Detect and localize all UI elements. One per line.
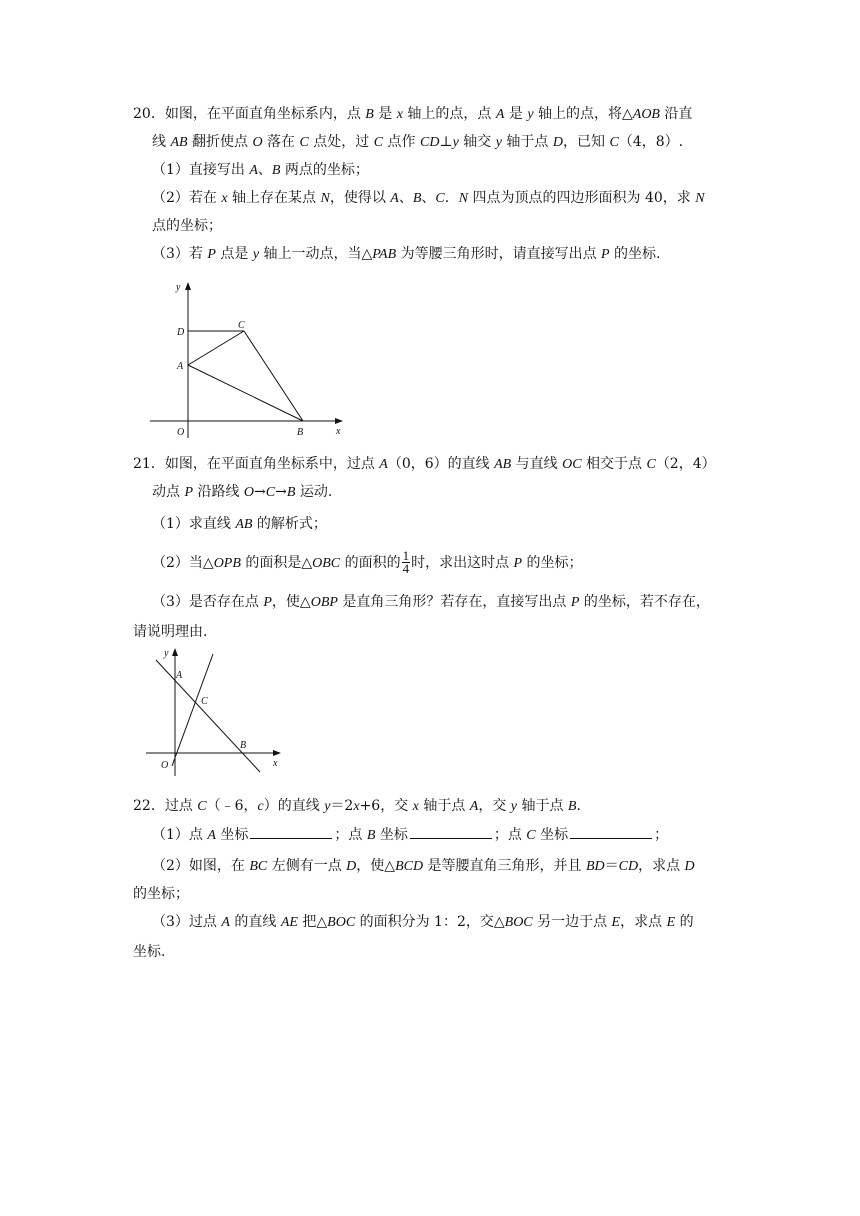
text-run: ；点 (334, 827, 367, 843)
q21-part-1 (152, 514, 327, 535)
math-symbol: A (221, 915, 230, 930)
text-run: 的面积是△ (240, 554, 313, 571)
text-run: ，求点 (638, 858, 685, 874)
math-symbol: B (366, 828, 376, 843)
math-symbol: CD (618, 859, 639, 874)
math-symbol: PAB (372, 247, 397, 262)
q20-label-o: O (177, 427, 185, 438)
text-run: 、 (398, 190, 413, 206)
text-run: ，已知 (563, 134, 610, 150)
q22-line-1 (133, 796, 581, 817)
q20-segment-ab (188, 365, 303, 421)
math-symbol: N (320, 191, 330, 206)
math-symbol: B (365, 107, 374, 122)
text-run: ，使△ (356, 858, 396, 874)
q21-part-2-b (411, 555, 582, 571)
text-run: 轴于点 (501, 134, 553, 150)
text-run: 点是 (215, 246, 253, 262)
math-symbol: C (609, 135, 619, 150)
text-run: 是直角三角形？若存在，直接写出点 (337, 594, 571, 610)
text-run: 沿路线 (193, 484, 244, 500)
q22-part-1 (152, 824, 668, 846)
q22-part-3 (152, 912, 694, 933)
math-symbol: N (695, 191, 705, 206)
text-run: （1）直接写出 (152, 162, 250, 178)
text-run: 坐标 (215, 827, 249, 843)
math-symbol: D (552, 135, 563, 150)
text-run: （3）是否存在点 (152, 594, 264, 610)
text-run: 的坐标. (609, 246, 661, 262)
text-run: 的坐标； (522, 554, 583, 571)
text-run: （2）如图，在 (152, 858, 250, 874)
text-run: ，求点 (620, 914, 667, 930)
text-run: 是等腰直角三角形，并且 (423, 858, 586, 874)
text-run: ，使得以 (329, 190, 391, 206)
math-symbol: A (379, 457, 388, 472)
text-run: 轴上的点，点 (402, 106, 496, 122)
text-run: 坐标 (375, 827, 408, 843)
text-run: ，交 (478, 798, 511, 814)
math-symbol: x (396, 107, 403, 122)
text-run: 把△ (297, 914, 328, 930)
q21-line-1 (133, 454, 716, 475)
text-run: ）的直线 (263, 798, 325, 814)
q22-part-1-a (152, 827, 248, 843)
q20-label-b: B (297, 427, 304, 438)
text-run: 的面积分为 1：2，交△ (355, 914, 505, 930)
math-symbol: A (207, 828, 216, 843)
text-run: 两点的坐标； (280, 162, 369, 178)
text-run: ＝2 (330, 798, 354, 814)
math-symbol: E (611, 915, 621, 930)
math-symbol: BC (249, 859, 268, 874)
math-symbol: P (570, 595, 580, 610)
q22-part-1-d: ； (654, 827, 669, 843)
text-run: （2）若在 (152, 190, 222, 206)
q20-segment-ac (188, 331, 244, 365)
text-run: 的直线 (229, 914, 281, 930)
q20-label-c: C (238, 320, 245, 331)
q22-part-2 (152, 856, 695, 877)
text-run: 22．过点 (133, 798, 198, 814)
text-run: 线 (152, 134, 171, 150)
math-symbol: E (666, 915, 676, 930)
math-symbol: x (353, 799, 360, 814)
text-run: 、 (421, 190, 436, 206)
math-symbol: OBC (312, 555, 341, 571)
text-run: 的解析式； (252, 516, 327, 532)
math-symbol: P (207, 247, 216, 262)
text-run: 沿直 (659, 106, 693, 122)
q20-part-3 (152, 244, 661, 265)
q20-x-arrow (335, 418, 343, 424)
q20-label-d: D (177, 327, 185, 338)
math-symbol: CD (420, 135, 440, 150)
q21-fraction-den: 4 (402, 561, 410, 576)
math-symbol: C (265, 485, 276, 500)
math-symbol: A (249, 163, 258, 178)
math-symbol: OC (562, 457, 582, 472)
text-run: 的面积的 (340, 554, 401, 571)
math-symbol: BOC (327, 915, 356, 930)
math-symbol: A (390, 191, 399, 206)
math-symbol: C (526, 828, 536, 843)
q20-label-x: x (336, 426, 341, 437)
math-symbol: D (684, 859, 695, 874)
q21-line-ab (156, 660, 260, 772)
text-run: 另一边于点 (532, 914, 612, 930)
math-symbol: c (257, 799, 264, 814)
q21-label-a: A (176, 670, 183, 681)
text-run: 与直线 (511, 456, 563, 472)
text-run: 时，求出这时点 (411, 554, 514, 571)
math-symbol: y (495, 135, 502, 150)
q21-label-b: B (240, 740, 247, 751)
math-symbol: y (510, 799, 518, 814)
q22-part-1-b (334, 827, 407, 843)
math-symbol: P (184, 485, 194, 500)
text-run: 落在 (262, 134, 300, 150)
math-symbol: O (252, 135, 263, 150)
math-symbol: x (221, 191, 228, 206)
q21-part-2 (152, 550, 583, 575)
text-run: （1）求直线 (152, 516, 236, 532)
math-symbol: C (435, 191, 445, 206)
q21-part-2-a (152, 555, 401, 571)
math-symbol: BCD (395, 859, 424, 874)
q20-part-2-cont: 点的坐标； (152, 218, 222, 234)
q21-label-y: y (164, 648, 169, 659)
q22-part-2-cont: 的坐标； (133, 886, 189, 902)
text-run: 相交于点 (581, 456, 647, 472)
math-symbol: N (458, 191, 469, 206)
text-run: 坐标 (535, 827, 569, 843)
text-run: 轴交 (458, 134, 496, 150)
text-run: 轴于点 (418, 798, 470, 814)
math-symbol: AE (280, 915, 298, 930)
text-run: 的坐标，若不存在， (579, 594, 710, 610)
text-run: → (254, 484, 266, 500)
text-run: 为等腰三角形时，请直接写出点 (396, 246, 602, 262)
math-symbol: P (513, 555, 523, 571)
math-symbol: y (527, 107, 534, 122)
text-run: 21．如图，在平面直角坐标系中，过点 (133, 456, 380, 472)
q22-blank-a[interactable] (250, 824, 332, 839)
q20-y-arrow (185, 282, 191, 290)
math-symbol: B (271, 163, 281, 178)
math-symbol: y (252, 247, 260, 262)
q22-part-1-c (494, 827, 568, 843)
text-run: （3）过点 (152, 914, 222, 930)
text-run: （﹣6， (206, 798, 258, 814)
math-symbol: A (495, 107, 505, 122)
q20-segment-cb (244, 331, 303, 421)
math-symbol: OPB (213, 555, 241, 571)
text-run: 四点为顶点的四边形面积为 40，求 (468, 190, 696, 206)
math-symbol: B (412, 191, 422, 206)
math-symbol: BOC (504, 915, 533, 930)
math-symbol: y (452, 135, 459, 150)
text-run: 翻折使点 (187, 134, 253, 150)
q21-y-arrow (172, 648, 178, 656)
math-symbol: D (346, 859, 357, 874)
text-run: 点作 (383, 134, 420, 150)
q20-part-1 (152, 160, 369, 181)
text-run: → (275, 484, 287, 500)
text-run: ． (444, 190, 459, 206)
math-symbol: C (373, 135, 384, 150)
math-symbol: C (299, 135, 309, 150)
math-symbol: AB (170, 135, 188, 150)
q21-fraction-num: 1 (402, 548, 410, 563)
q21-x-arrow (273, 750, 281, 756)
math-symbol: AB (235, 517, 253, 532)
text-run: 轴于点 (517, 798, 568, 814)
math-symbol: AOB (632, 107, 660, 122)
text-run: 轴上一动点，当△ (259, 246, 373, 262)
text-run: （1）点 (152, 827, 208, 843)
text-run: （2，4） (655, 456, 716, 472)
text-run: . (576, 798, 581, 814)
math-symbol: BD (585, 859, 605, 874)
math-symbol: B (286, 485, 296, 500)
q21-label-c: C (201, 696, 208, 707)
text-run: 轴上的点，将△ (533, 106, 633, 122)
text-run: 运动. (295, 484, 333, 500)
text-run: +6，交 (359, 798, 413, 814)
text-run: 是 (504, 106, 528, 122)
math-symbol: C (197, 799, 207, 814)
text-run: 轴上存在某点 (227, 190, 321, 206)
text-run: （0，6）的直线 (387, 456, 495, 472)
q20-label-y: y (176, 282, 181, 293)
math-symbol: A (469, 799, 479, 814)
math-symbol: O (243, 485, 255, 500)
text-run: 是 (373, 106, 397, 122)
q22-blank-b[interactable] (410, 824, 492, 839)
q21-fraction (402, 550, 411, 575)
math-symbol: B (567, 799, 577, 814)
math-symbol: P (601, 247, 610, 262)
q20-figure (150, 278, 350, 438)
text-run: 动点 (152, 484, 185, 500)
text-run: 、 (257, 162, 272, 178)
text-run: ，使△ (271, 594, 311, 610)
math-symbol: y (324, 799, 331, 814)
q21-figure (146, 644, 286, 776)
text-run: 点处，过 (308, 134, 374, 150)
text-run: （3）若 (152, 246, 208, 262)
math-symbol: x (412, 799, 419, 814)
text-run: ＝ (604, 858, 619, 874)
text-run: 左侧有一点 (267, 858, 347, 874)
text-run: 20．如图，在平面直角坐标系内，点 (133, 106, 366, 122)
q21-line-2 (152, 482, 332, 503)
math-symbol: OBP (310, 595, 338, 610)
q20-part-2 (152, 188, 705, 209)
text-run: （2）当△ (152, 554, 214, 571)
q21-label-x: x (273, 758, 278, 769)
math-symbol: AB (494, 457, 512, 472)
math-symbol: C (646, 457, 656, 472)
math-symbol: P (263, 595, 272, 610)
q20-line-1 (133, 104, 692, 125)
text-run: （4，8）. (618, 134, 684, 150)
q20-line-2 (152, 132, 683, 153)
text-run: ⊥ (439, 134, 453, 150)
q21-part-3 (152, 592, 710, 613)
q20-label-a: A (177, 361, 184, 372)
q21-part-3-cont: 请说明理由. (133, 624, 208, 640)
text-run: 的 (675, 914, 694, 930)
q22-part-3-cont: 坐标. (133, 944, 166, 960)
q21-label-o: O (161, 760, 169, 771)
text-run: ；点 (493, 827, 527, 843)
q22-blank-c[interactable] (570, 824, 652, 839)
